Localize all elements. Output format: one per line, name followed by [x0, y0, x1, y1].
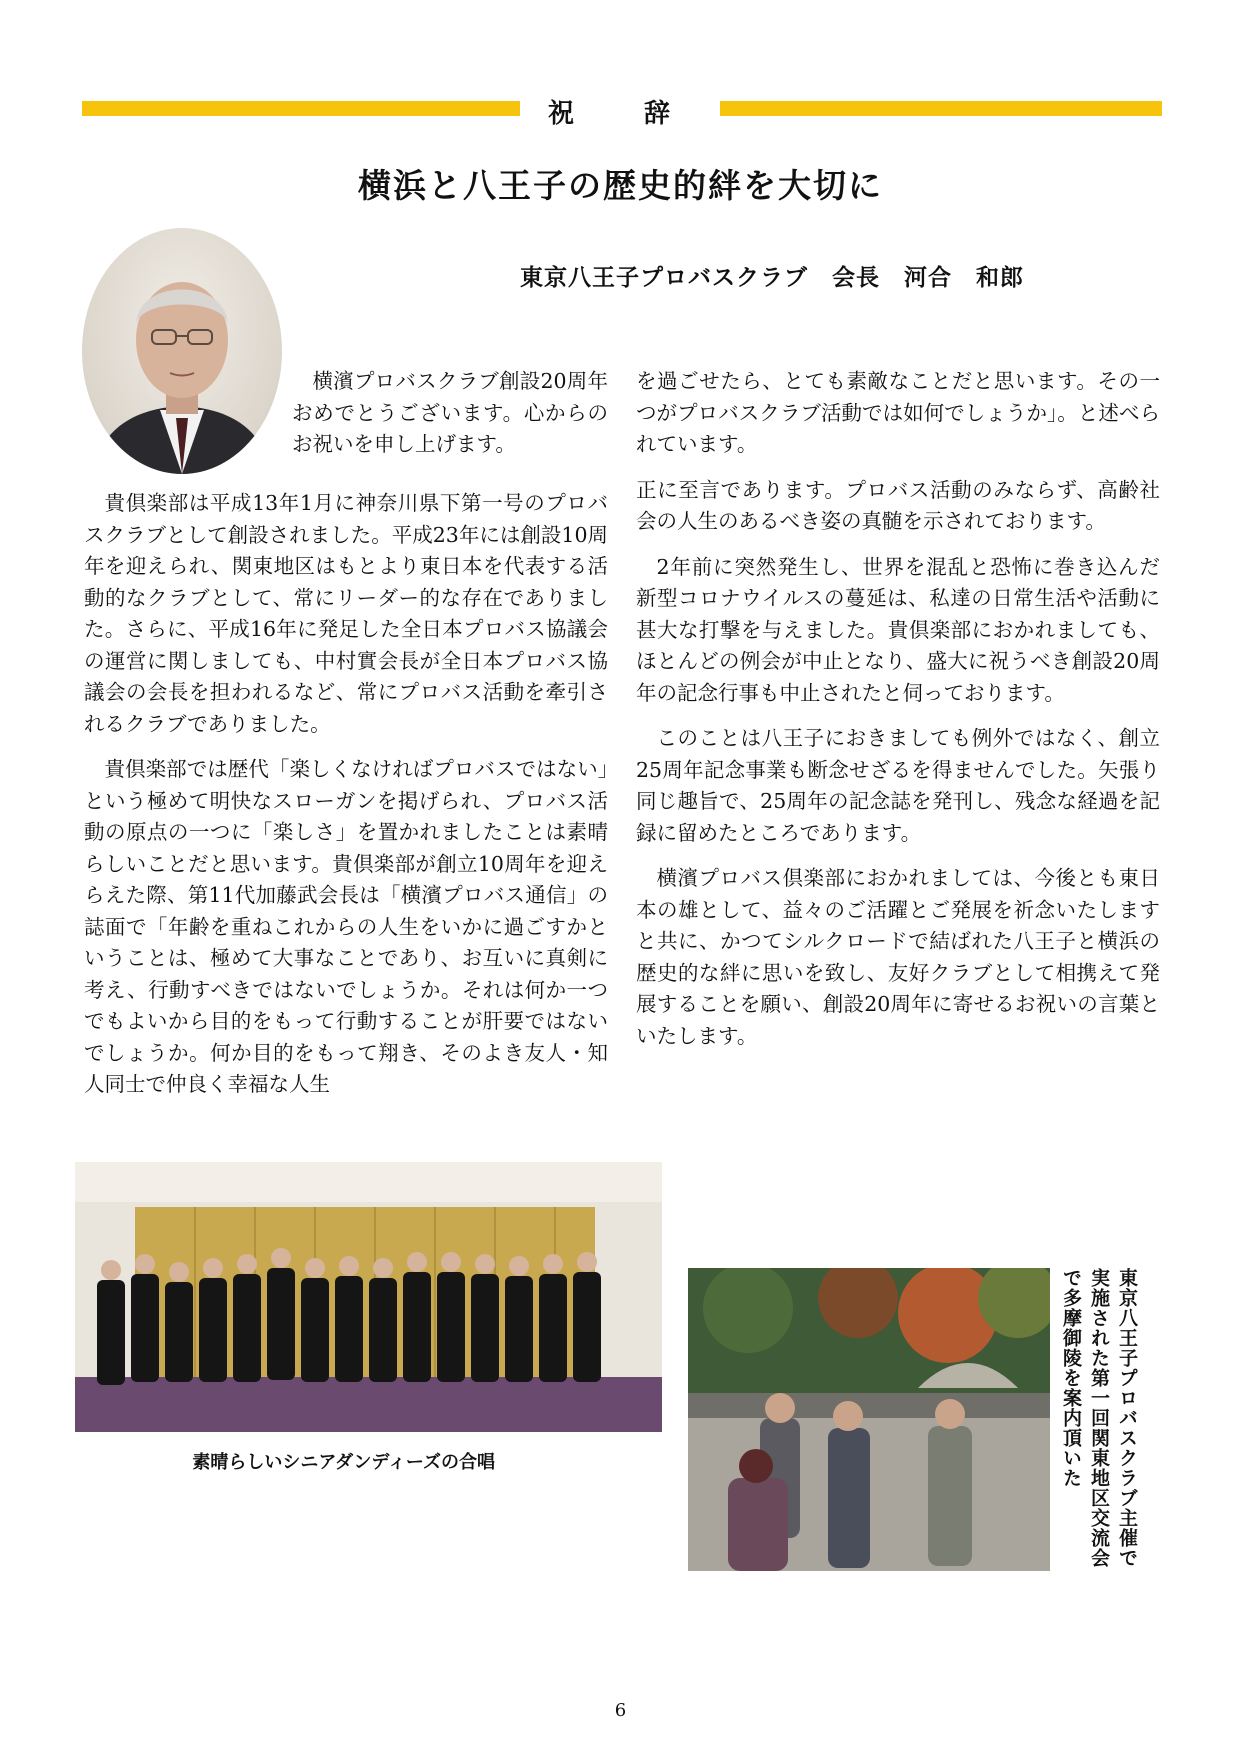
- intro-paragraph: [292, 366, 608, 461]
- left-column: [84, 488, 608, 1115]
- right-column: [636, 366, 1160, 1066]
- left-paragraph-2: 貴倶楽部では歴代「楽しくなければプロバスではない」という極めて明快なスローガンを掲げられ、プロバス活動の原点の一つに「楽しさ」を置かれましたことは素晴らしいことだと思います。貴倶楽部が創立10周年を迎えらえた際、第11代加藤武会長は「横濱プロバス通信」の誌面で「年齢を重ねこれからの人生をいかに過ごすかということは、極めて大事なことであり、お互いに真剣に考え、行動すべきではないでしょうか。それは何か一つでもよいから目的をもって行動することが肝要ではないでしょうか。何か目的をもって翔き、そのよき友人・知人同士で仲良く幸福な人生: [84, 757, 608, 1096]
- right-continuation: を過ごせたら、とても素敵なことだと思います。その一つがプロバスクラブ活動では如何でしょうか」。と述べられています。: [636, 369, 1160, 456]
- choir-scene: [75, 1162, 662, 1432]
- right-paragraph-3: このことは八王子におきましても例外ではなく、創立25周年記念事業も断念せざるを得ませんでした。矢張り同じ趣旨で、25周年の記念誌を発刊し、残念な経過を記録に留めたところであります。: [636, 726, 1160, 845]
- right-paragraph-2: 2年前に突然発生し、世界を混乱と恐怖に巻き込んだ新型コロナウイルスの蔓延は、私達の日常生活や活動に甚大な打撃を与えました。貴倶楽部におかれましても、ほとんどの例会が中止となり、盛大に祝うべき創設20周年の記念行事も中止されたと伺っております。: [636, 554, 1160, 705]
- tour-photo: [688, 1268, 1050, 1571]
- tour-caption: 東京八王子プロバスクラブ主催で実施された第一回関東地区交流会で多摩御陵を案内頂いた: [1060, 1268, 1138, 1568]
- tour-scene: [688, 1268, 1050, 1571]
- portrait-figure: [82, 228, 282, 474]
- right-paragraph-4: 横濱プロバス倶楽部におかれましては、今後とも東日本の雄として、益々のご活躍とご発展を祈念いたしますと共に、かつてシルクロードで結ばれた八王子と横浜の歴史的な絆に思いを致し、友好クラブとして相携えて発展することを願い、創設20周年に寄せるお祝いの言葉といたします。: [636, 866, 1160, 1048]
- left-paragraph-1: 貴倶楽部は平成13年1月に神奈川県下第一号のプロバスクラブとして創設されました。平成23年には創設10周年を迎えられ、関東地区はもとより東日本を代表する活動的なクラブとして、常にリーダー的な存在でありました。さらに、平成16年に発足した全日本プロバス協議会の運営に関しましても、中村實会長が全日本プロバス協議会の会長を担われるなど、常にプロバス活動を牽引されるクラブでありました。: [84, 491, 608, 736]
- author-line: 東京八王子プロバスクラブ 会長 河合 和郎: [520, 265, 1024, 291]
- choir-photo: [75, 1162, 662, 1432]
- article-title: 横浜と八王子の歴史的絆を大切に: [358, 166, 883, 205]
- author-portrait: [82, 228, 282, 474]
- intro-text: 横濱プロバスクラブ創設20周年おめでとうございます。心からのお祝いを申し上げます。: [292, 369, 608, 456]
- section-label: 祝 辞: [520, 96, 720, 132]
- right-paragraph-1: 正に至言であります。プロバス活動のみならず、高齢社会の人生のあるべき姿の真髄を示されております。: [636, 477, 1160, 533]
- page-number: 6: [614, 1700, 627, 1721]
- choir-caption: 素晴らしいシニアダンディーズの合唱: [192, 1452, 495, 1473]
